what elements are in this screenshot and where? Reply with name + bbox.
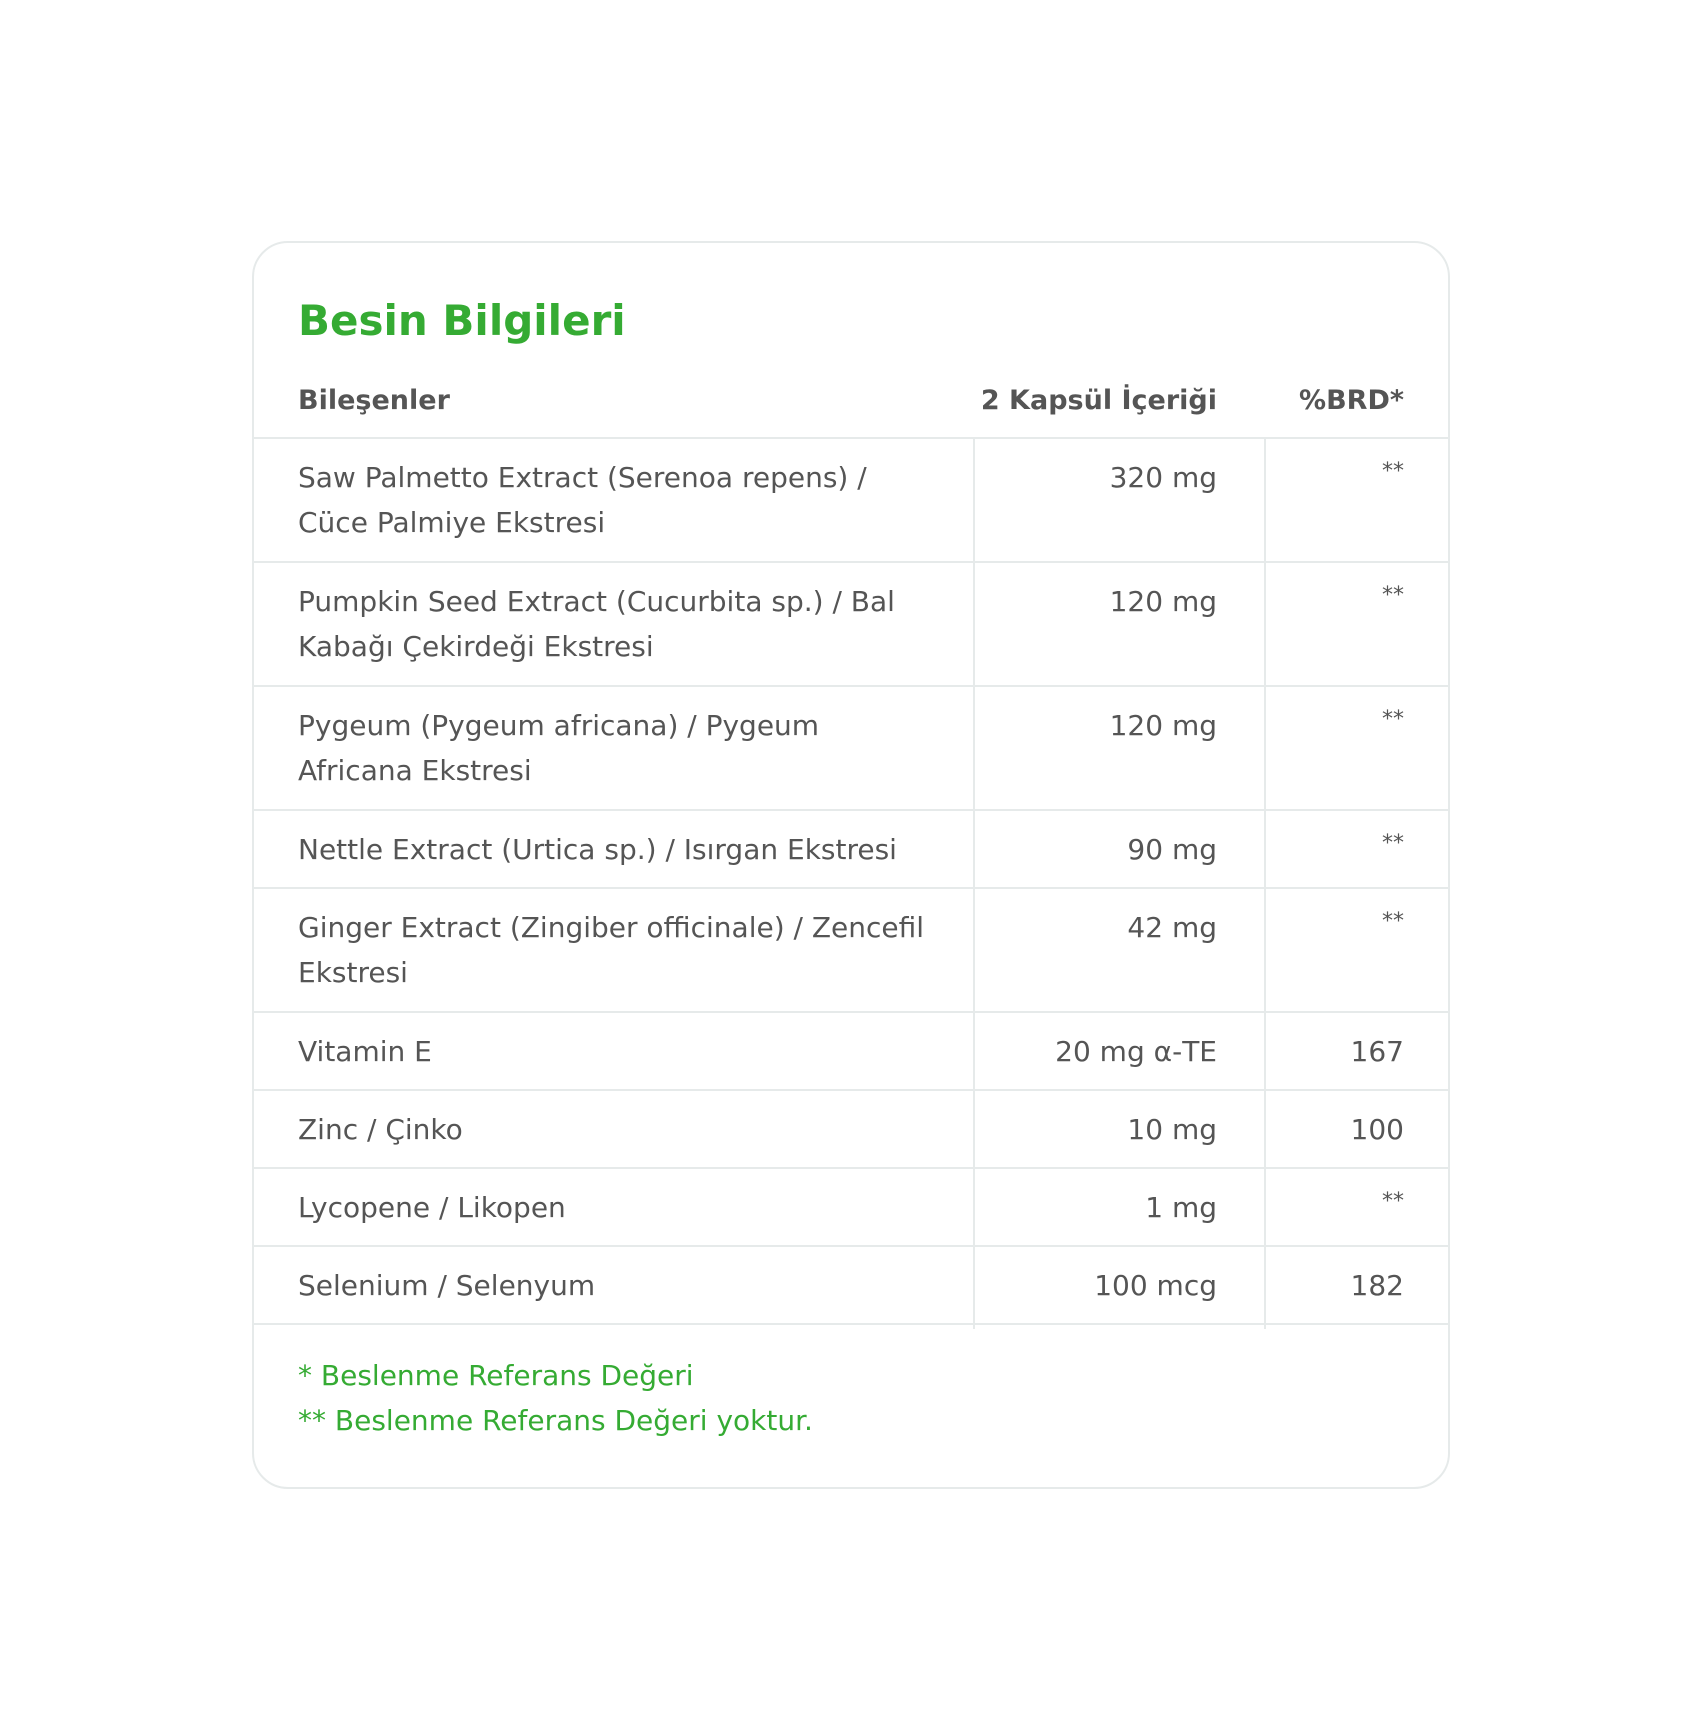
- table-row: [254, 563, 1448, 687]
- ingredient-amount: 120 mg: [1109, 585, 1217, 618]
- ingredient-brd: **: [1382, 707, 1404, 732]
- ingredient-name: Nettle Extract (Urtica sp.) / Isırgan Ekstresi: [298, 833, 897, 866]
- ingredient-name: Pygeum (Pygeum africana) / Pygeum Africana Ekstresi: [298, 709, 820, 787]
- ingredient-brd: 167: [1350, 1035, 1404, 1068]
- ingredient-amount: 10 mg: [1127, 1113, 1217, 1146]
- ingredient-name: Lycopene / Likopen: [298, 1191, 566, 1224]
- table-body: [254, 439, 1448, 1325]
- ingredient-amount: 120 mg: [1109, 709, 1217, 742]
- ingredient-amount: 100 mcg: [1094, 1269, 1217, 1302]
- ingredient-brd: **: [1382, 459, 1404, 484]
- column-divider: [1264, 439, 1266, 1329]
- header-amount: 2 Kapsül İçeriği: [980, 385, 1217, 416]
- table-row: [254, 439, 1448, 563]
- ingredient-amount: 42 mg: [1127, 911, 1217, 944]
- table-header: [254, 373, 1448, 439]
- ingredient-name: Ginger Extract (Zingiber officinale) / Zencefil Ekstresi: [298, 911, 925, 989]
- table-row: [254, 1247, 1448, 1325]
- ingredient-brd: 182: [1350, 1269, 1404, 1302]
- ingredient-brd: **: [1382, 1189, 1404, 1214]
- table-row: [254, 811, 1448, 889]
- nutrition-facts-card: [252, 241, 1450, 1489]
- table-row: [254, 1169, 1448, 1247]
- ingredient-amount: 20 mg α-TE: [1055, 1035, 1217, 1068]
- footnotes: [298, 1353, 813, 1443]
- ingredient-name: Selenium / Selenyum: [298, 1269, 596, 1302]
- ingredient-name: Vitamin E: [298, 1035, 432, 1068]
- header-brd: %BRD*: [1299, 385, 1404, 416]
- column-divider: [973, 439, 975, 1329]
- ingredient-brd: **: [1382, 583, 1404, 608]
- header-ingredients: Bileşenler: [298, 385, 450, 416]
- footnote-reference-value: * Beslenme Referans Değeri: [298, 1359, 694, 1392]
- ingredient-name: Pumpkin Seed Extract (Cucurbita sp.) / Bal Kabağı Çekirdeği Ekstresi: [298, 585, 895, 663]
- ingredient-amount: 320 mg: [1109, 461, 1217, 494]
- table-row: [254, 1013, 1448, 1091]
- table-row: [254, 687, 1448, 811]
- table-row: [254, 889, 1448, 1013]
- ingredient-name: Saw Palmetto Extract (Serenoa repens) / Cüce Palmiye Ekstresi: [298, 461, 867, 539]
- ingredient-brd: 100: [1350, 1113, 1404, 1146]
- footnote-no-reference-value: ** Beslenme Referans Değeri yoktur.: [298, 1404, 813, 1437]
- ingredient-amount: 90 mg: [1127, 833, 1217, 866]
- ingredient-brd: **: [1382, 909, 1404, 934]
- ingredient-amount: 1 mg: [1145, 1191, 1217, 1224]
- ingredient-brd: **: [1382, 831, 1404, 856]
- table-row: [254, 1091, 1448, 1169]
- ingredient-name: Zinc / Çinko: [298, 1113, 463, 1146]
- nutrition-title: Besin Bilgileri: [298, 296, 626, 345]
